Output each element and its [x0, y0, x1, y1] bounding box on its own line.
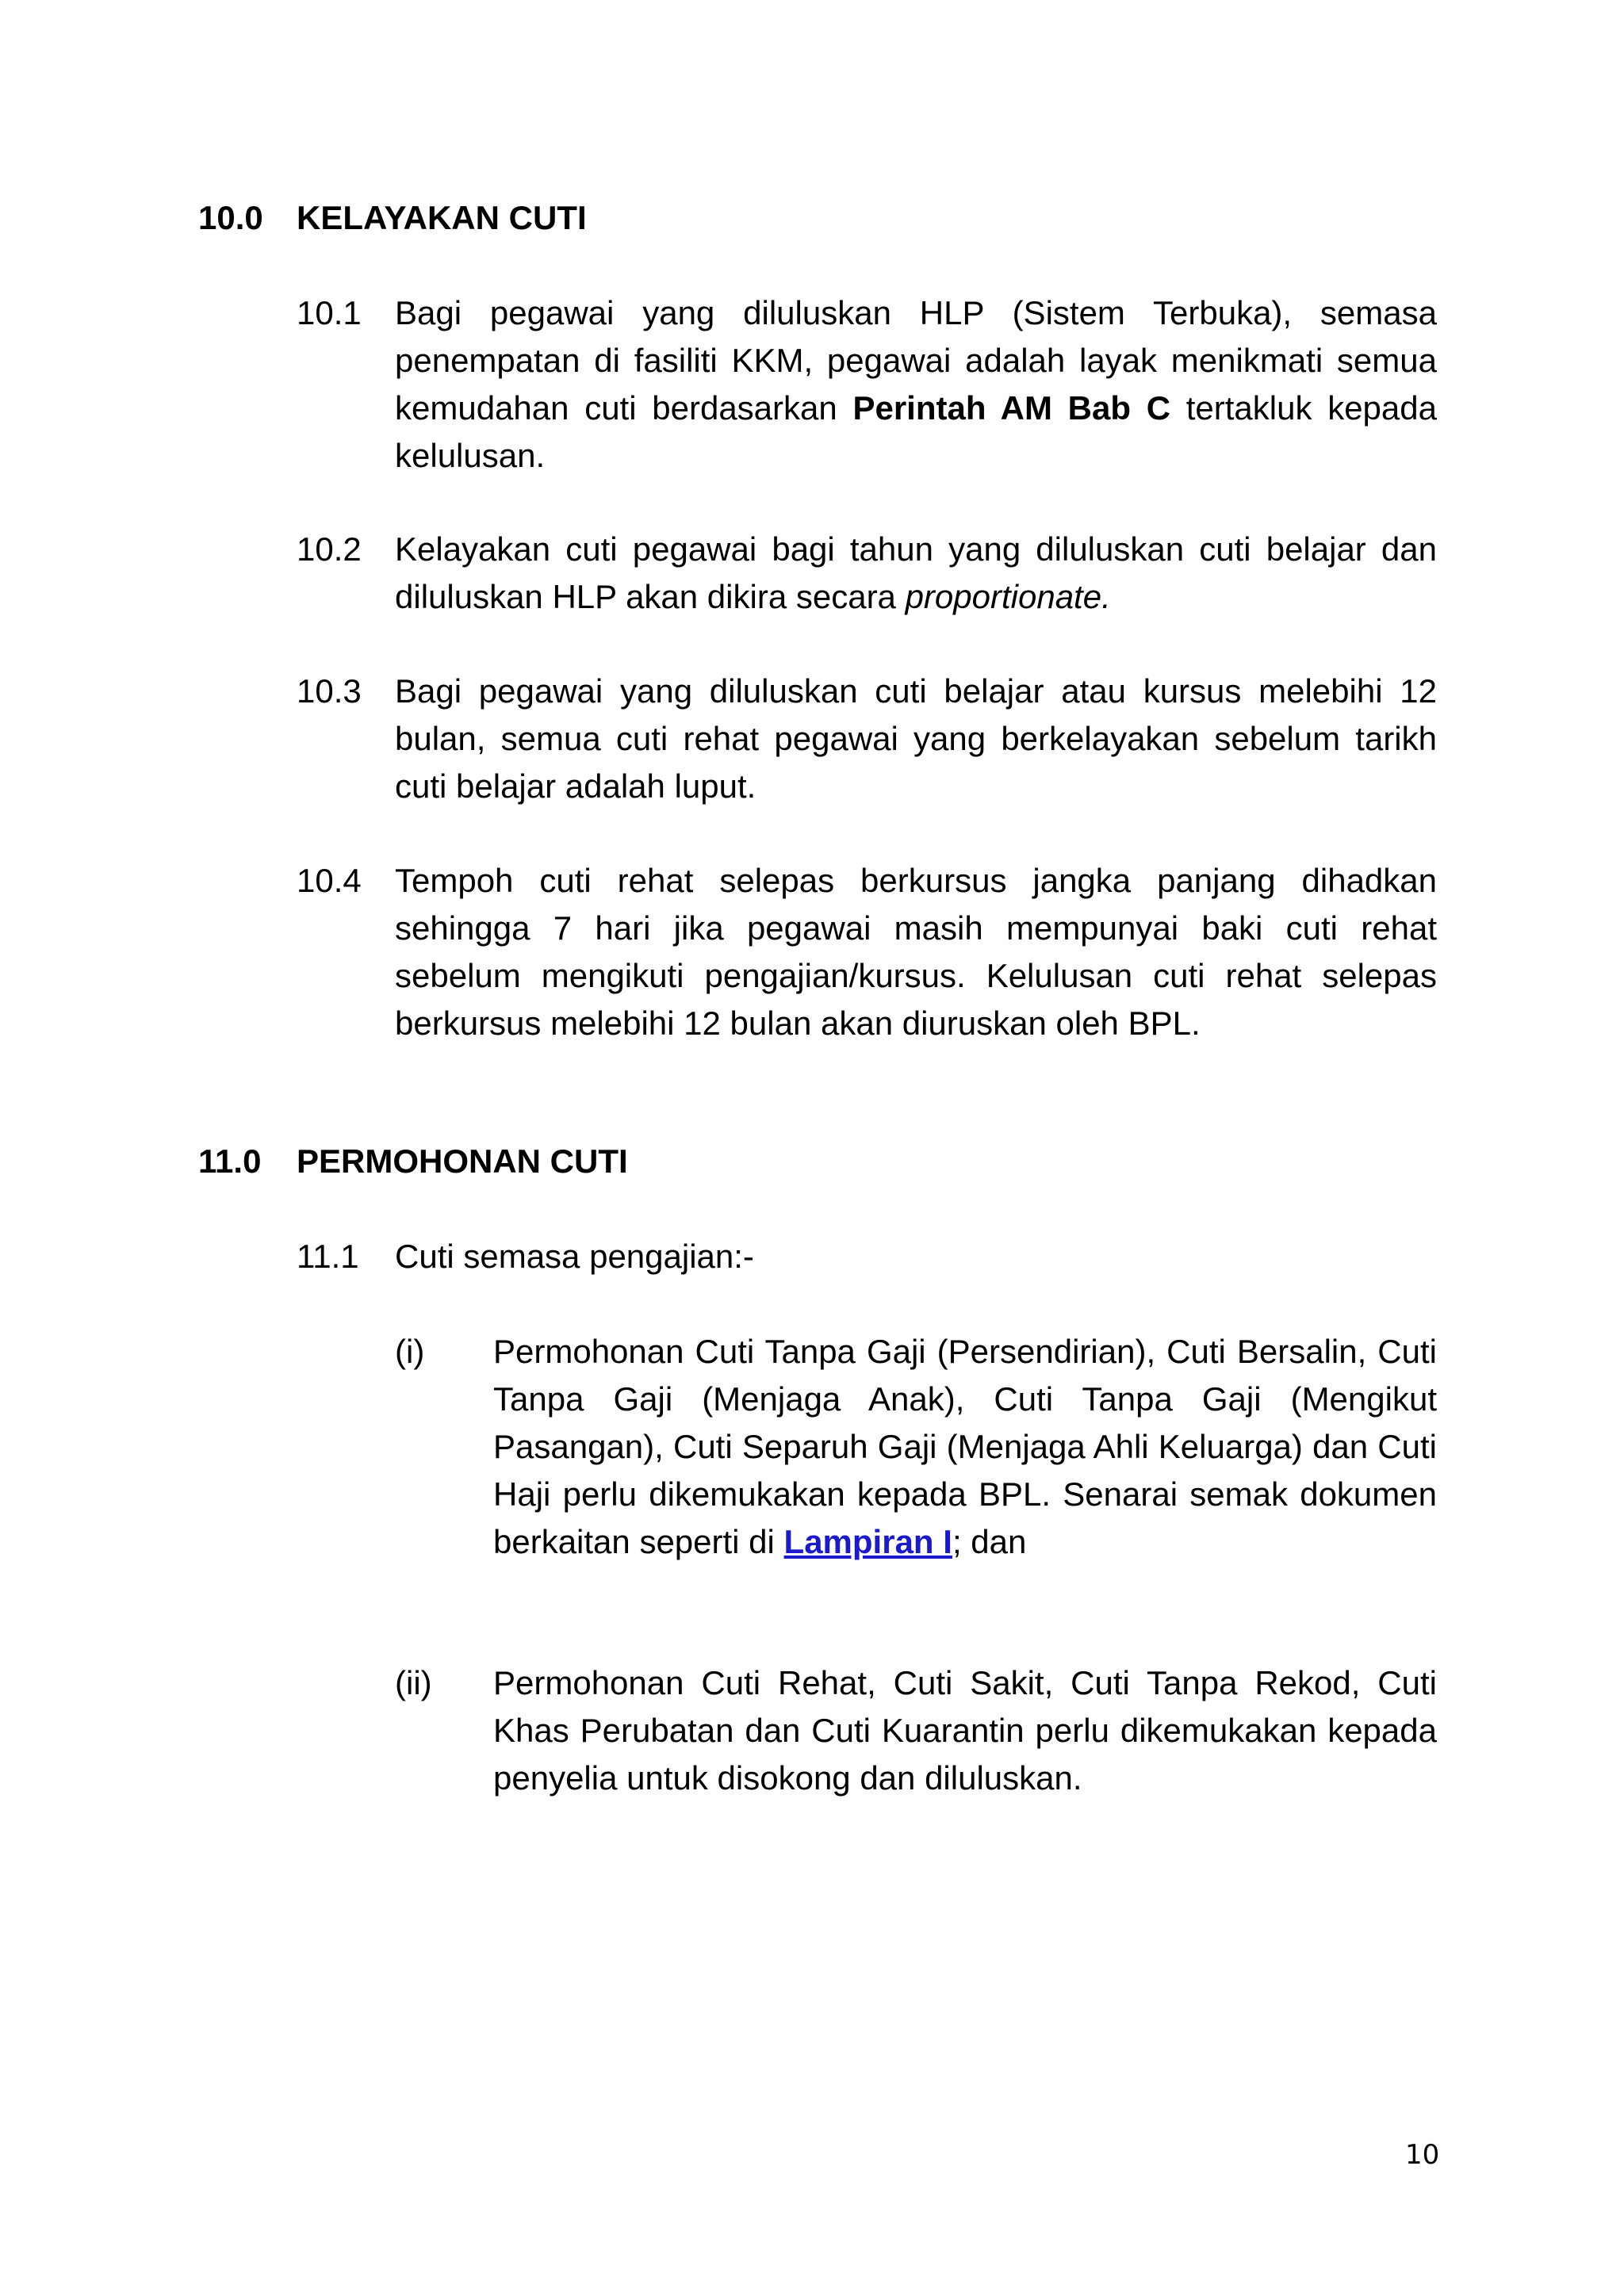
item-10-1-number: 10.1: [297, 294, 362, 331]
item-10-3: [297, 668, 1437, 810]
lampiran-i-link[interactable]: Lampiran I: [783, 1523, 952, 1560]
item-10-1-text: [395, 289, 1437, 480]
item-10-1-bold-reference: Perintah AM Bab C: [852, 389, 1171, 427]
section-10-number: 10.0: [198, 199, 263, 236]
subitem-i: [395, 1328, 1437, 1566]
subitem-ii-text: Permohonan Cuti Rehat, Cuti Sakit, Cuti Tanpa Rekod, Cuti Khas Perubatan dan Cuti Kuarantin perlu dikemukakan kepada penyelia untuk disokong dan diluluskan.: [493, 1664, 1437, 1797]
section-10-heading: [198, 194, 587, 242]
item-10-2-text-before: Kelayakan cuti pegawai bagi tahun yang diluluskan cuti belajar dan diluluskan HLP akan dikira secara: [395, 530, 1437, 615]
subitem-i-text-after: ; dan: [952, 1523, 1027, 1560]
item-11-1: [297, 1233, 1437, 1280]
item-10-4: [297, 857, 1437, 1047]
subitem-i-number: (i): [395, 1333, 425, 1370]
item-10-3-text: Bagi pegawai yang diluluskan cuti belajar atau kursus melebihi 12 bulan, semua cuti rehat pegawai yang berkelayakan sebelum tarikh cuti belajar adalah luput.: [395, 672, 1437, 805]
item-10-4-text: Tempoh cuti rehat selepas berkursus jangka panjang dihadkan sehingga 7 hari jika pegawai masih mempunyai baki cuti rehat sebelum mengikuti pengajian/kursus. Kelulusan cuti rehat selepas berkursus melebihi 12 bulan akan diuruskan oleh BPL.: [395, 862, 1437, 1042]
section-10-title: KELAYAKAN CUTI: [297, 199, 587, 236]
page-number: 10: [1405, 2139, 1440, 2171]
item-10-1-text-after: tertakluk kepada kelulusan.: [395, 389, 1437, 474]
subitem-i-text-before: Permohonan Cuti Tanpa Gaji (Persendirian), Cuti Bersalin, Cuti Tanpa Gaji (Menjaga Anak), Cuti Tanpa Gaji (Mengikut Pasangan), Cuti Separuh Gaji (Menjaga Ahli Keluarga) dan Cuti Haji perlu dikemukakan kepada BPL. Senarai semak dokumen berkaitan seperti di: [493, 1333, 1437, 1560]
section-11-number: 11.0: [198, 1142, 262, 1180]
item-10-4-number: 10.4: [297, 862, 362, 899]
item-10-1-text-before: Bagi pegawai yang diluluskan HLP (Sistem Terbuka), semasa penempatan di fasiliti KKM, pegawai adalah layak menikmati semua kemudahan cuti berdasarkan: [395, 294, 1437, 427]
item-10-2-number: 10.2: [297, 530, 362, 568]
subitem-i-text: [493, 1328, 1437, 1566]
item-10-1: [297, 289, 1437, 480]
item-10-2: [297, 526, 1437, 621]
subitem-ii: [395, 1659, 1437, 1802]
section-11-heading: [198, 1138, 628, 1185]
item-10-2-text: [395, 526, 1437, 621]
subitem-ii-number: (ii): [395, 1664, 432, 1701]
item-10-3-number: 10.3: [297, 672, 362, 710]
item-11-1-number: 11.1: [297, 1238, 359, 1275]
item-10-2-italic: proportionate.: [905, 578, 1111, 615]
section-11-title: PERMOHONAN CUTI: [297, 1142, 628, 1180]
item-11-1-text: Cuti semasa pengajian:-: [395, 1238, 754, 1275]
